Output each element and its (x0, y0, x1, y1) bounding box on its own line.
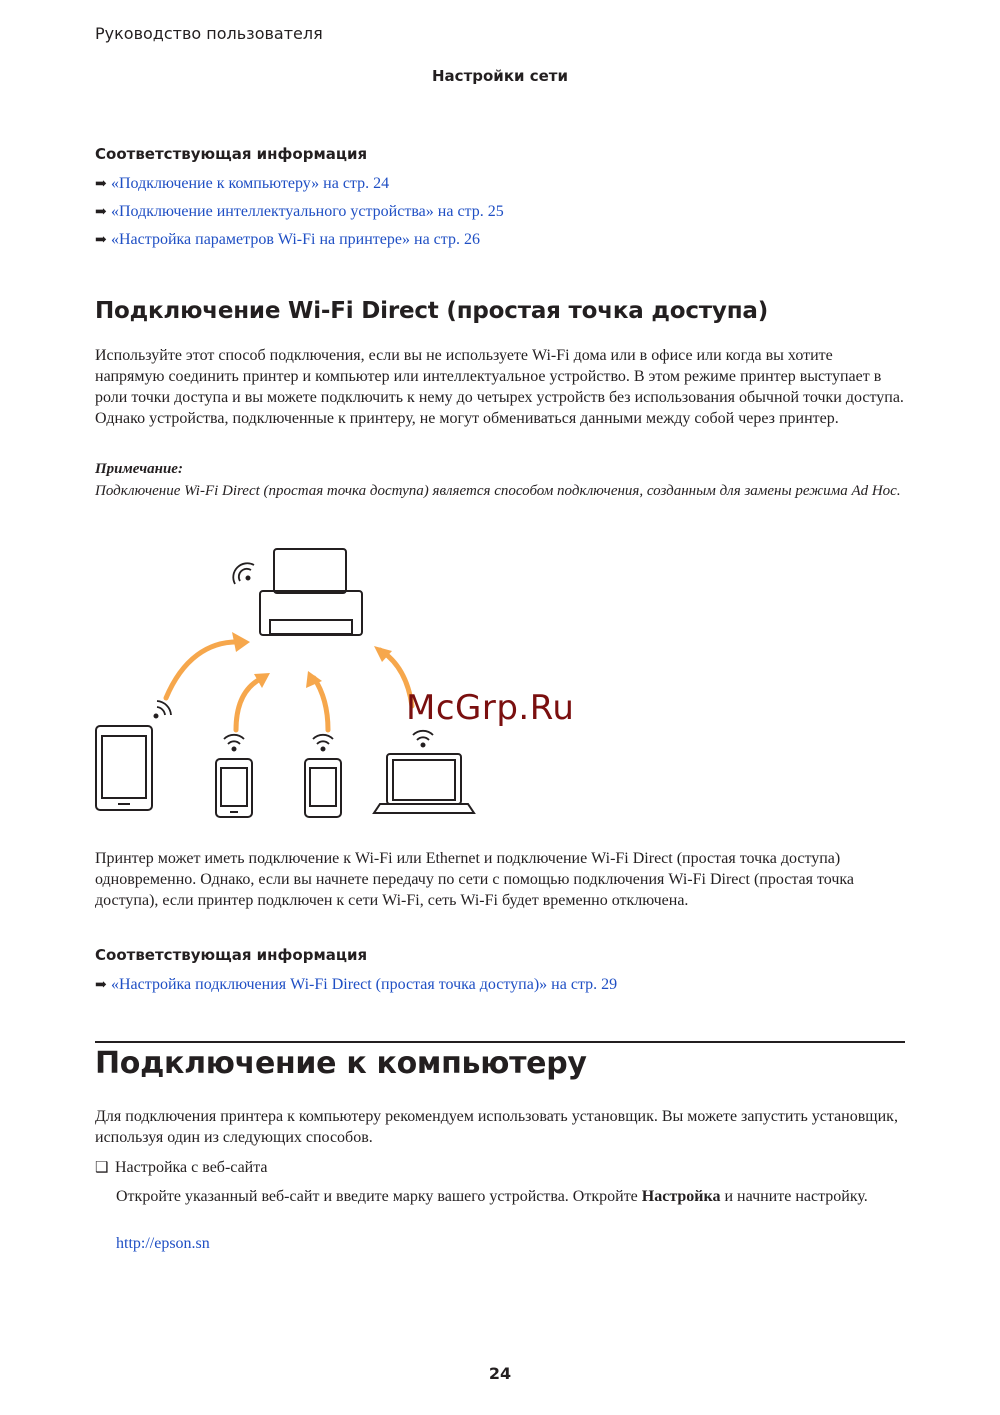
heading-rule (95, 1041, 905, 1043)
bullet-text-after: и начните настройку. (720, 1188, 868, 1205)
computer-heading: Подключение к компьютеру (95, 1046, 587, 1081)
laptop-icon (374, 754, 474, 813)
printer-icon (260, 549, 362, 635)
wifi-direct-paragraph: Используйте этот способ подключения, если вы не используете Wi-Fi дома или в офисе или когда вы хотите напрямую соединить принтер и компьютер или интеллектуальное устройство. В этом режиме принтер выступает в роли точки доступа и вы можете подключить к нему до четырех устройств без использования обычной точки доступа. Однако устройства, подключенные к принтеру, не могут обмениваться данными между собой через принтер. (95, 347, 904, 427)
wifi-icon (154, 701, 171, 718)
page-number: 24 (488, 1364, 512, 1383)
related-info-heading: Соответствующая информация (95, 946, 368, 964)
bullet-text (116, 1186, 896, 1207)
wifi-icon (224, 735, 244, 751)
related-link[interactable] (95, 174, 389, 195)
bullet-text-before: Откройте указанный веб-сайт и введите марку вашего устройства. Откройте (116, 1188, 642, 1205)
related-link-text[interactable]: «Настройка подключения Wi-Fi Direct (простая точка доступа)» на стр. 29 (111, 976, 618, 993)
wifi-direct-heading: Подключение Wi-Fi Direct (простая точка доступа) (95, 298, 769, 324)
related-link-text[interactable]: «Подключение интеллектуального устройства» на стр. 25 (111, 203, 504, 220)
arrow-right-icon: ➡ (95, 233, 107, 248)
watermark: McGrp.Ru (406, 688, 575, 728)
document-title: Руководство пользователя (95, 24, 323, 43)
arrow-right-icon: ➡ (95, 177, 107, 192)
related-link[interactable] (95, 202, 504, 223)
smartphone-icon (305, 759, 341, 817)
related-link[interactable] (95, 975, 617, 996)
smartphone-icon (216, 759, 252, 817)
tablet-icon (96, 726, 152, 810)
wifi-direct-paragraph-2: Принтер может иметь подключение к Wi-Fi или Ethernet и подключение Wi-Fi Direct (простая точка доступа) одновременно. Однако, если вы начнете передачу по сети с помощью подключения Wi-Fi Direct (простая точка доступа), если принтер подключен к сети Wi-Fi, сеть Wi-Fi будет временно отключена. (95, 850, 855, 909)
section-title: Настройки сети (432, 67, 568, 85)
epson-url-link[interactable]: http://epson.sn (116, 1235, 210, 1252)
wifi-icon (233, 563, 254, 584)
related-info-heading: Соответствующая информация (95, 145, 368, 163)
bullet-label: Настройка с веб-сайта (115, 1159, 268, 1176)
note-text: Подключение Wi-Fi Direct (простая точка доступа) является способом подключения, созданным для замены режима Ad Hoc. (95, 483, 901, 499)
related-link-text[interactable]: «Настройка параметров Wi-Fi на принтере» на стр. 26 (111, 231, 480, 248)
computer-paragraph: Для подключения принтера к компьютеру рекомендуем использовать установщик. Вы можете запустить установщик, используя один из следующих способов. (95, 1108, 898, 1146)
wifi-icon (413, 731, 433, 747)
arrow-right-icon: ➡ (95, 205, 107, 220)
connection-arrows (166, 642, 412, 730)
checkbox-bullet-icon: ❑ (95, 1160, 109, 1176)
arrow-right-icon: ➡ (95, 978, 107, 993)
wifi-icon (313, 735, 333, 751)
wifi-direct-diagram (90, 540, 490, 825)
bullet-text-bold: Настройка (641, 1188, 721, 1205)
bullet-item (95, 1158, 268, 1177)
related-link-text[interactable]: «Подключение к компьютеру» на стр. 24 (111, 175, 390, 192)
note-label: Примечание: (95, 461, 183, 477)
related-link[interactable] (95, 230, 480, 251)
